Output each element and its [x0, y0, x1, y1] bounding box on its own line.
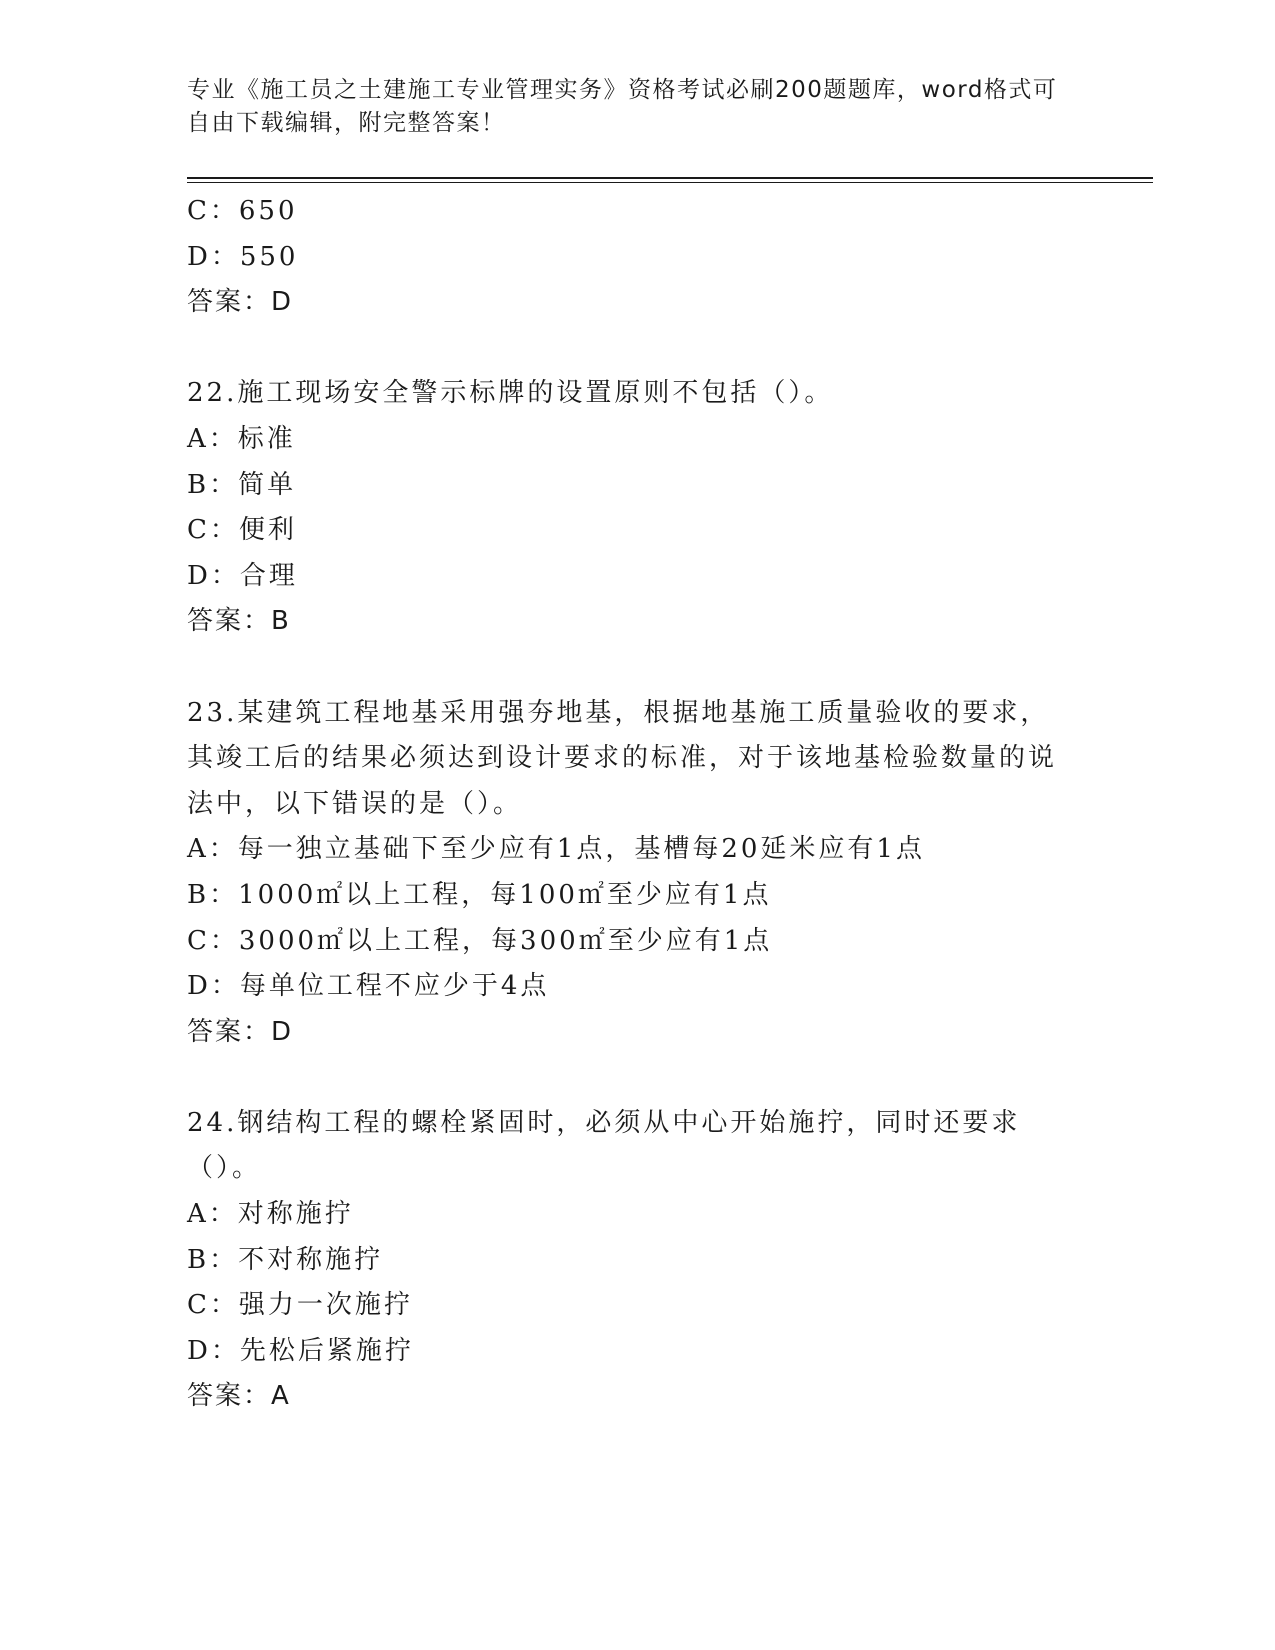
- header-rule-thin: [187, 182, 1153, 183]
- option-item: A：标准: [187, 423, 296, 454]
- option-item: B：不对称施拧: [187, 1244, 384, 1275]
- option-item: D：合理: [187, 560, 298, 591]
- question-text: 23.某建筑工程地基采用强夯地基，根据地基施工质量验收的要求，其竣工后的结果必须达到设计要求的标准，对于该地基检验数量的说法中，以下错误的是（）。: [187, 697, 1058, 819]
- option-item: C：强力一次施拧: [187, 1290, 413, 1321]
- answer-line: 答案：B: [187, 606, 291, 637]
- option-item: D：先松后紧施拧: [187, 1335, 414, 1366]
- option-item: A：每一独立基础下至少应有1点，基槽每20延米应有1点: [187, 834, 925, 865]
- question-content: [187, 189, 1087, 1420]
- question-text: 24.钢结构工程的螺栓紧固时，必须从中心开始施拧，同时还要求（）。: [187, 1107, 1021, 1184]
- option-item: A：对称施拧: [187, 1199, 354, 1230]
- option-item: D：550: [187, 241, 299, 272]
- option-item: B：1000㎡以上工程，每100㎡至少应有1点: [187, 879, 772, 910]
- option-item: D：每单位工程不应少于4点: [187, 971, 550, 1002]
- answer-line: 答案：D: [187, 287, 294, 318]
- option-item: B：简单: [187, 469, 297, 500]
- option-item: C：650: [187, 196, 298, 226]
- answer-line: 答案：A: [187, 1381, 291, 1412]
- header-rule-thick: [187, 177, 1153, 179]
- document-header: 专业《施工员之土建施工专业管理实务》资格考试必刷200题题库，word格式可自由下载编辑，附完整答案！: [187, 77, 1058, 136]
- option-item: C：3000㎡以上工程，每300㎡至少应有1点: [187, 925, 773, 956]
- answer-line: 答案：D: [187, 1016, 294, 1047]
- question-text: 22.施工现场安全警示标牌的设置原则不包括（）。: [187, 378, 834, 409]
- option-item: C：便利: [187, 515, 297, 546]
